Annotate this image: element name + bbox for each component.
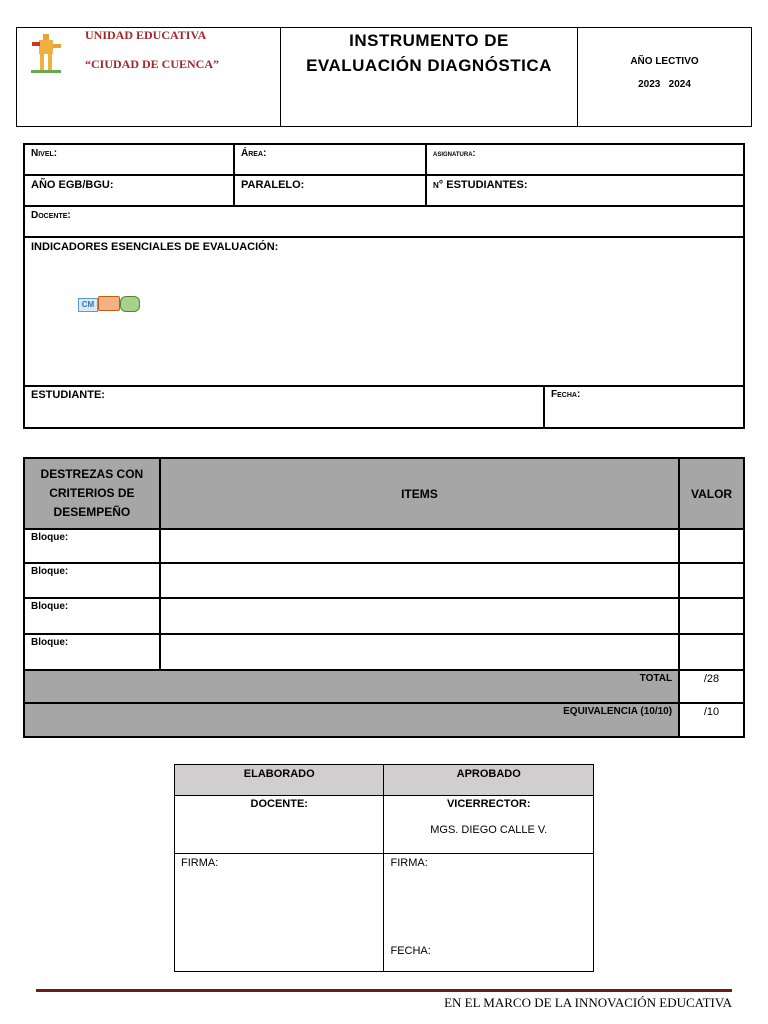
divider bbox=[25, 236, 743, 238]
destrezas-header bbox=[24, 458, 160, 529]
valor-cell[interactable] bbox=[679, 563, 744, 598]
title-cell bbox=[281, 28, 578, 126]
destrezas-header-line1: DESTREZAS CON bbox=[40, 467, 144, 481]
fecha-sign-label: FECHA: bbox=[390, 945, 431, 957]
item-cell[interactable] bbox=[160, 634, 679, 670]
cm-logo bbox=[78, 296, 140, 312]
aprobado-header: APROBADO bbox=[384, 765, 594, 796]
valor-cell[interactable] bbox=[679, 529, 744, 563]
school-name-line2: “CIUDAD DE CUENCA” bbox=[85, 57, 220, 71]
estudiante-label: ESTUDIANTE: bbox=[31, 389, 105, 401]
asignatura-label: asignatura: bbox=[433, 148, 476, 158]
firma-right-cell[interactable] bbox=[384, 854, 594, 972]
total-value: /28 bbox=[679, 670, 744, 703]
footer-text: EN EL MARCO DE LA INNOVACIÓN EDUCATIVA bbox=[444, 995, 732, 1010]
elaborado-header: ELABORADO bbox=[175, 765, 384, 796]
school-year-values bbox=[578, 79, 751, 90]
document-title-line1: INSTRUMENTO DE bbox=[349, 31, 509, 50]
year-end: 2024 bbox=[668, 79, 691, 90]
total-row bbox=[24, 670, 744, 703]
table-row bbox=[24, 598, 744, 634]
info-section bbox=[23, 143, 745, 429]
divider bbox=[543, 385, 545, 427]
vicerrector-name: MGS. DIEGO CALLE V. bbox=[430, 824, 548, 836]
divider bbox=[233, 145, 235, 205]
firma-right-label: FIRMA: bbox=[390, 857, 428, 869]
cm-logo-text: CM bbox=[78, 298, 98, 312]
total-label: TOTAL bbox=[24, 670, 679, 703]
bloque-cell: Bloque: bbox=[24, 529, 160, 563]
year-start: 2023 bbox=[638, 79, 661, 90]
divider bbox=[25, 174, 743, 176]
paralelo-label: PARALELO: bbox=[241, 179, 305, 191]
items-table bbox=[23, 457, 745, 738]
chat-icon bbox=[120, 296, 140, 312]
firma-left-cell[interactable] bbox=[175, 854, 384, 972]
bloque-cell: Bloque: bbox=[24, 563, 160, 598]
signature-firma-row bbox=[175, 854, 594, 972]
indicadores-label: INDICADORES ESENCIALES DE EVALUACIÓN: bbox=[31, 241, 279, 253]
destrezas-header-line3: DESEMPEÑO bbox=[53, 505, 131, 519]
docente-sign-label: DOCENTE: bbox=[250, 798, 308, 810]
vicerrector-label: VICERRECTOR: bbox=[446, 798, 531, 810]
vicerrector-cell bbox=[384, 796, 594, 854]
signature-role-row bbox=[175, 796, 594, 854]
divider bbox=[425, 145, 427, 205]
signature-table bbox=[174, 764, 594, 972]
bloque-cell: Bloque: bbox=[24, 598, 160, 634]
divider bbox=[25, 205, 743, 207]
items-header: ITEMS bbox=[160, 458, 679, 529]
docente-label: Docente: bbox=[31, 210, 71, 221]
table-row bbox=[24, 634, 744, 670]
item-cell[interactable] bbox=[160, 563, 679, 598]
equivalencia-row bbox=[24, 703, 744, 737]
school-logo bbox=[29, 32, 63, 74]
document-title-line2: EVALUACIÓN DIAGNÓSTICA bbox=[306, 56, 552, 75]
valor-header: VALOR bbox=[679, 458, 744, 529]
item-cell[interactable] bbox=[160, 598, 679, 634]
table-row bbox=[24, 563, 744, 598]
bloque-cell: Bloque: bbox=[24, 634, 160, 670]
equivalencia-value: /10 bbox=[679, 703, 744, 737]
items-table-header bbox=[24, 458, 744, 529]
school-name-line1: UNIDAD EDUCATIVA bbox=[85, 28, 207, 42]
nivel-label: Nivel: bbox=[31, 148, 58, 159]
estudiantes-label: n° ESTUDIANTES: bbox=[433, 179, 528, 191]
anio-label: AÑO EGB/BGU: bbox=[31, 179, 114, 191]
valor-cell[interactable] bbox=[679, 598, 744, 634]
valor-cell[interactable] bbox=[679, 634, 744, 670]
area-label: Área: bbox=[241, 148, 267, 159]
footer-rule bbox=[36, 989, 732, 992]
fecha-label: Fecha: bbox=[551, 389, 581, 400]
signature-header-row bbox=[175, 765, 594, 796]
destrezas-header-line2: CRITERIOS DE bbox=[49, 486, 135, 500]
divider bbox=[25, 385, 743, 387]
monitor-icon bbox=[98, 296, 120, 311]
item-cell[interactable] bbox=[160, 529, 679, 563]
equivalencia-label: EQUIVALENCIA (10/10) bbox=[24, 703, 679, 737]
school-cell bbox=[17, 28, 281, 126]
firma-left-label: FIRMA: bbox=[181, 857, 219, 869]
school-year-label: AÑO LECTIVO bbox=[630, 56, 699, 67]
docente-cell bbox=[175, 796, 384, 854]
table-row bbox=[24, 529, 744, 563]
year-cell bbox=[578, 28, 751, 126]
document-header bbox=[16, 27, 752, 127]
